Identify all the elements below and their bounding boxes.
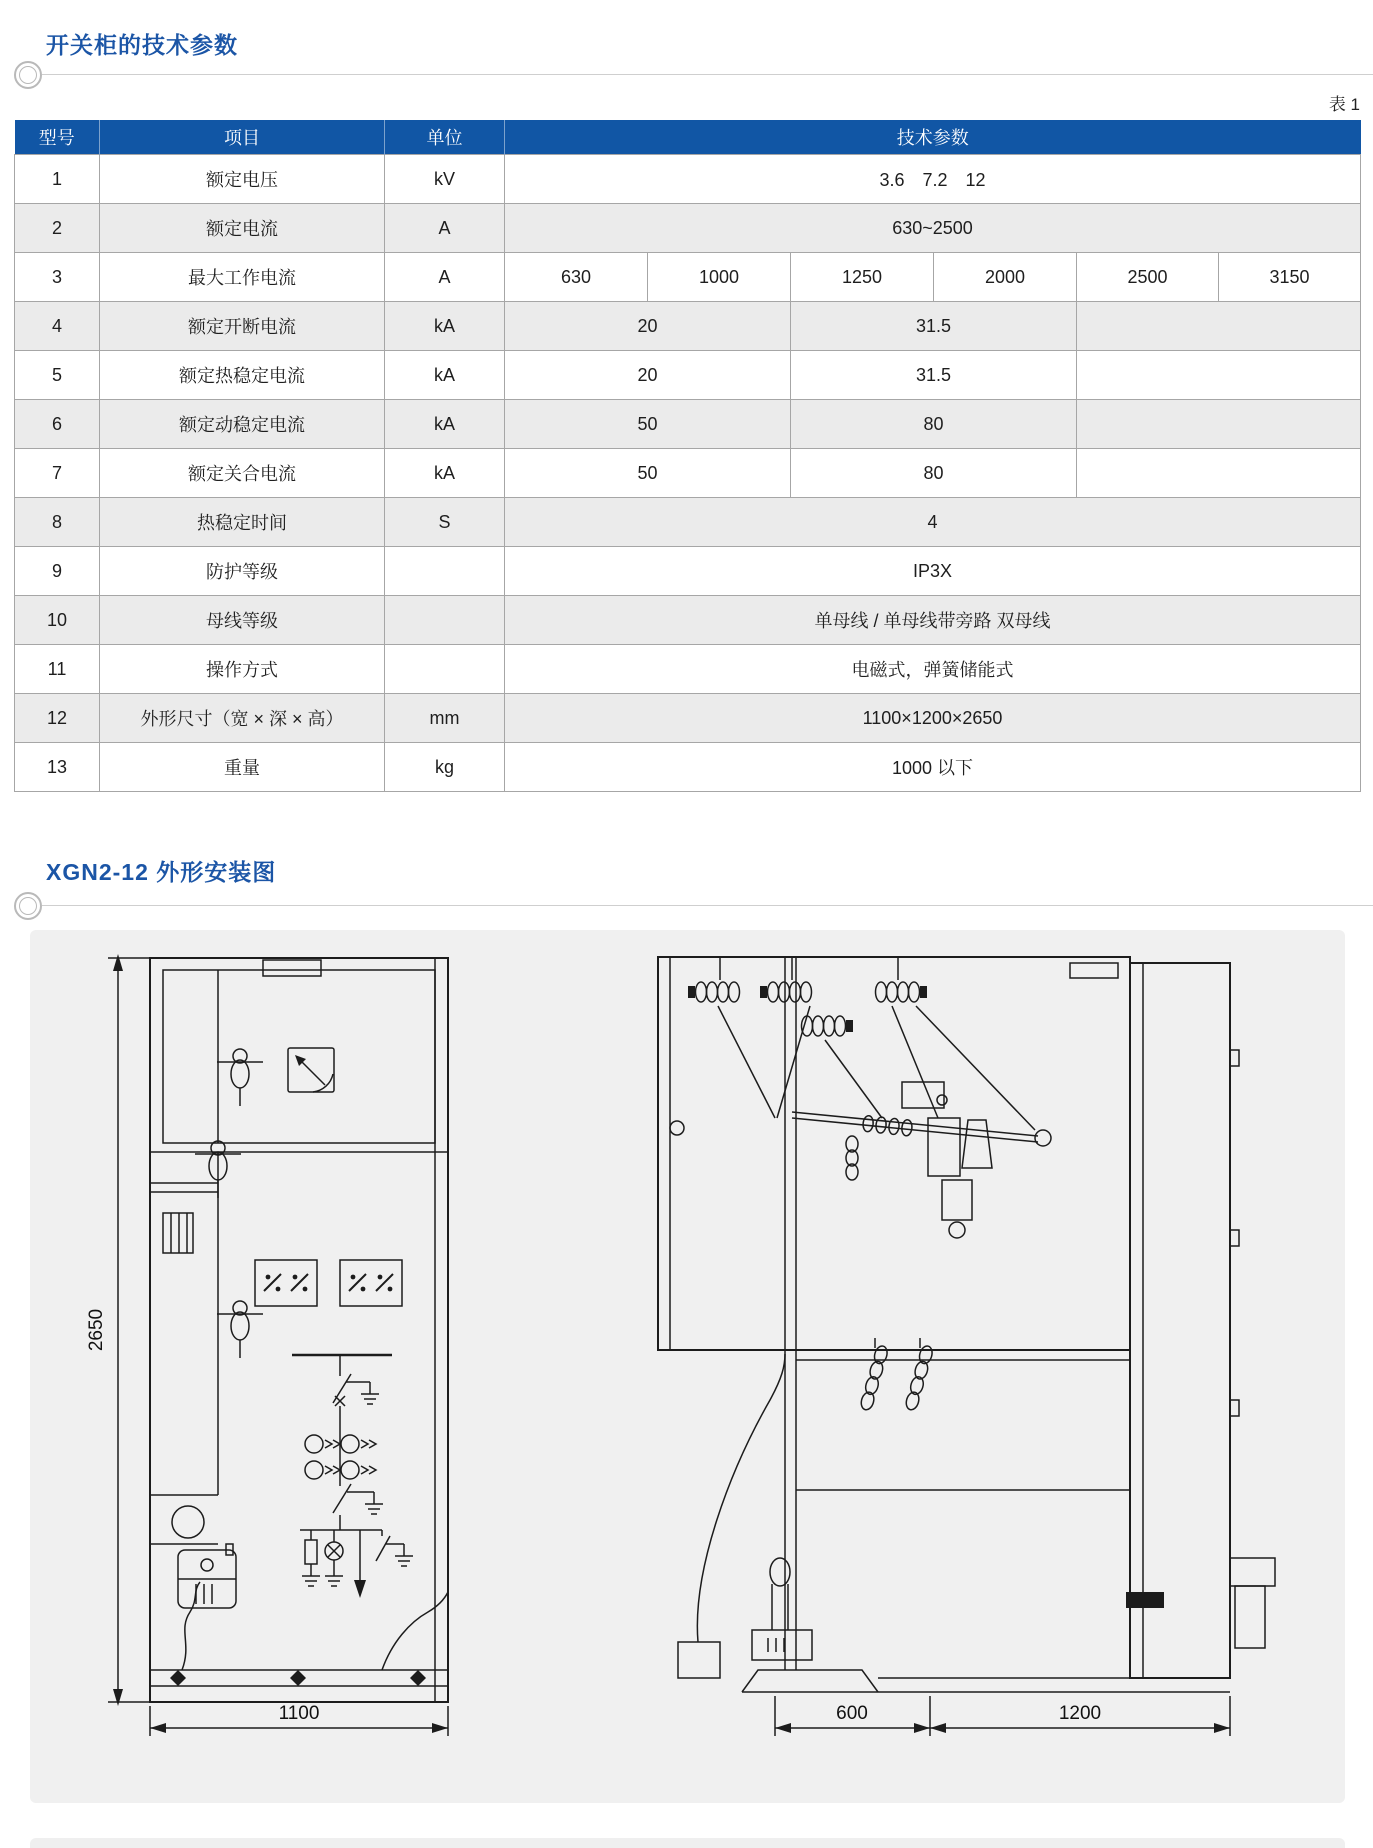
cell-unit: [385, 596, 505, 645]
cell-no: 1: [15, 155, 100, 204]
dim-label-height: 2650: [86, 1308, 107, 1352]
cell-param: IP3X: [505, 547, 1361, 596]
cell-unit: kA: [385, 351, 505, 400]
cell-param: 630: [505, 253, 648, 302]
cell-param: 单母线 / 单母线带旁路 双母线: [505, 596, 1361, 645]
cell-unit: mm: [385, 694, 505, 743]
cell-unit: kA: [385, 302, 505, 351]
cell-unit: kA: [385, 449, 505, 498]
header-model: 型号: [15, 120, 100, 155]
table-row: [15, 302, 1361, 351]
schematic-diagram: [292, 1355, 413, 1598]
cell-no: 4: [15, 302, 100, 351]
table-row: [15, 204, 1361, 253]
heading-rule: [42, 905, 1373, 906]
ornament-circle-icon: [14, 892, 42, 920]
cell-param: 1000: [648, 253, 791, 302]
cell-param: 2000: [934, 253, 1077, 302]
table-row: [15, 596, 1361, 645]
cell-param: [1077, 302, 1361, 351]
meter-icon: [288, 1048, 334, 1092]
cell-param: 4: [505, 498, 1361, 547]
front-view-drawing: [86, 954, 448, 1736]
cell-unit: A: [385, 253, 505, 302]
cell-item: 热稳定时间: [100, 498, 385, 547]
cell-unit: kg: [385, 743, 505, 792]
cell-param: 31.5: [791, 351, 1077, 400]
cell-item: 额定开断电流: [100, 302, 385, 351]
cell-unit: kV: [385, 155, 505, 204]
next-panel-edge: [30, 1838, 1345, 1848]
cell-param: 3.6 7.2 12: [505, 155, 1361, 204]
header-item: 项目: [100, 120, 385, 155]
cell-param: 80: [791, 449, 1077, 498]
cell-no: 11: [15, 645, 100, 694]
cell-no: 7: [15, 449, 100, 498]
cell-no: 6: [15, 400, 100, 449]
section-title-installation-diagram: XGN2-12 外形安装图: [46, 859, 277, 885]
side-view-drawing: [658, 957, 1275, 1736]
table-row: [15, 253, 1361, 302]
dim-label-depth-right: 1200: [1058, 1703, 1102, 1724]
dim-label-depth-left: 600: [836, 1703, 868, 1724]
cell-item: 操作方式: [100, 645, 385, 694]
heading-rule: [42, 74, 1373, 75]
cell-unit: kA: [385, 400, 505, 449]
busbar-insulators: [688, 957, 927, 1036]
cell-unit: A: [385, 204, 505, 253]
cell-no: 8: [15, 498, 100, 547]
table-header-row: [15, 120, 1361, 155]
section-title-tech-params: 开关柜的技术参数: [46, 32, 238, 58]
cell-item: 额定关合电流: [100, 449, 385, 498]
installation-diagram: [30, 930, 1345, 1803]
cell-no: 5: [15, 351, 100, 400]
table-row: [15, 351, 1361, 400]
pedestal-insulator: [752, 1558, 812, 1660]
table-row: [15, 645, 1361, 694]
cell-param: 电磁式，弹簧储能式: [505, 645, 1361, 694]
table-row: [15, 400, 1361, 449]
header-params: 技术参数: [505, 120, 1361, 155]
cell-no: 10: [15, 596, 100, 645]
cell-param: 50: [505, 449, 791, 498]
cell-item: 防护等级: [100, 547, 385, 596]
header-unit: 单位: [385, 120, 505, 155]
table-caption: 表 1: [1328, 95, 1360, 114]
cell-unit: S: [385, 498, 505, 547]
cell-item: 额定动稳定电流: [100, 400, 385, 449]
cell-param: 20: [505, 351, 791, 400]
cell-no: 2: [15, 204, 100, 253]
table-row: [15, 155, 1361, 204]
cell-item: 最大工作电流: [100, 253, 385, 302]
cell-no: 3: [15, 253, 100, 302]
cell-param: 1100×1200×2650: [505, 694, 1361, 743]
table-row: [15, 743, 1361, 792]
cell-item: 额定电压: [100, 155, 385, 204]
cell-item: 额定热稳定电流: [100, 351, 385, 400]
cell-param: [1077, 400, 1361, 449]
cell-unit: [385, 547, 505, 596]
cell-param: 20: [505, 302, 791, 351]
table-row: [15, 449, 1361, 498]
cell-param: 80: [791, 400, 1077, 449]
insulator-chains: [859, 1338, 934, 1411]
cell-no: 12: [15, 694, 100, 743]
tech-params-table: [14, 120, 1361, 792]
cell-param: 3150: [1219, 253, 1361, 302]
cell-param: [1077, 351, 1361, 400]
table-row: [15, 694, 1361, 743]
cell-unit: [385, 645, 505, 694]
cell-item: 额定电流: [100, 204, 385, 253]
cell-item: 母线等级: [100, 596, 385, 645]
cell-param: 50: [505, 400, 791, 449]
dim-label-width: 1100: [278, 1703, 320, 1724]
cell-no: 13: [15, 743, 100, 792]
installation-diagram-panel: [30, 930, 1345, 1803]
cell-param: 31.5: [791, 302, 1077, 351]
cell-param: 630~2500: [505, 204, 1361, 253]
cell-param: 2500: [1077, 253, 1219, 302]
foot-markers: [170, 1670, 426, 1686]
table-row: [15, 547, 1361, 596]
cell-param: [1077, 449, 1361, 498]
lock-handle-icon: [217, 1049, 263, 1106]
lock-handle-icon: [217, 1301, 263, 1358]
table-row: [15, 498, 1361, 547]
cell-item: 重量: [100, 743, 385, 792]
cell-no: 9: [15, 547, 100, 596]
cell-item: 外形尺寸（宽 × 深 × 高）: [100, 694, 385, 743]
cell-param: 1000 以下: [505, 743, 1361, 792]
cell-param: 1250: [791, 253, 934, 302]
ornament-circle-icon: [14, 61, 42, 89]
